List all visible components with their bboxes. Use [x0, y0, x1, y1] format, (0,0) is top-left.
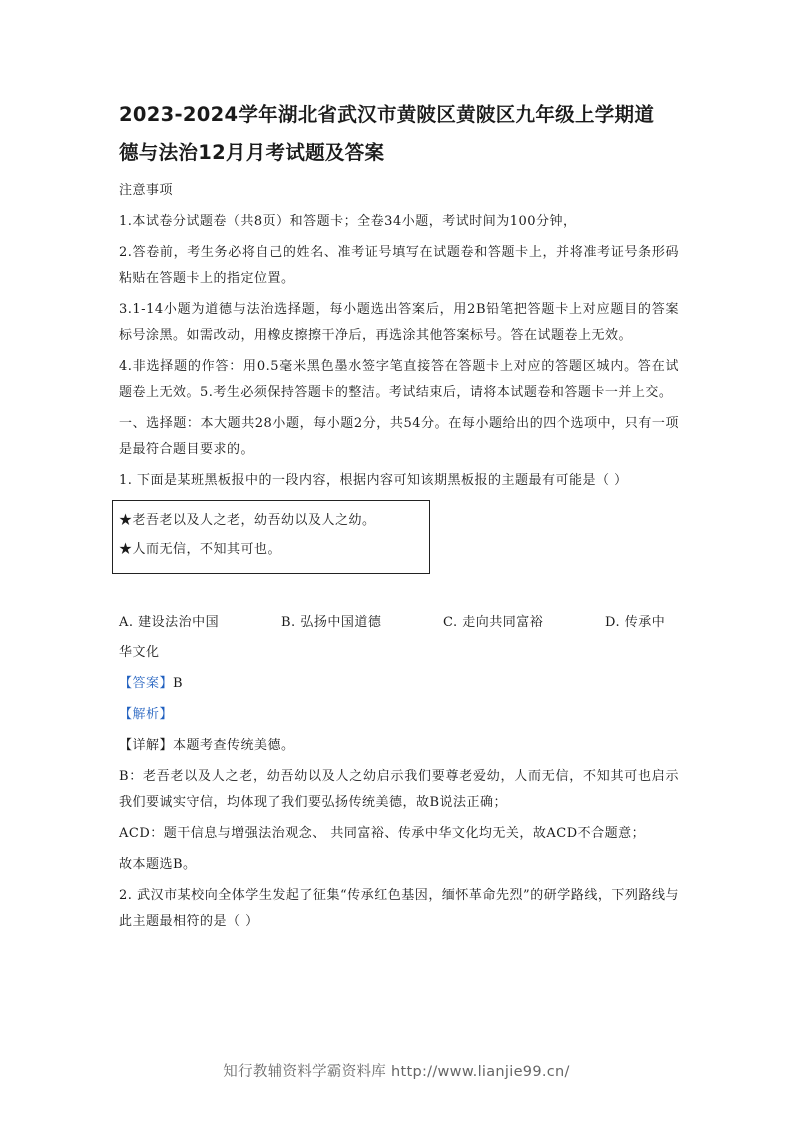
- analysis-label: 【解析】: [119, 707, 174, 722]
- option-b: B. 弘扬中国道德: [281, 615, 382, 630]
- conclusion: 故本题选B。: [119, 857, 197, 872]
- quote-line-2: ★人而无信，不知其可也。: [119, 542, 282, 557]
- quote-line-1: ★老吾老以及人之老，幼吾幼以及人之幼。: [119, 513, 376, 528]
- explanation-b: B：老吾老以及人之老，幼吾幼以及人之幼启示我们要尊老爱幼，人而无信，不知其可也启示我们要诚实守信，均体现了我们要弘扬传统美德，故B说法正确；: [119, 769, 679, 810]
- question-1-quote-box: [112, 500, 430, 574]
- document-title: [119, 96, 679, 172]
- option-a: A. 建设法治中国: [119, 615, 220, 630]
- note-4: 4.非选择题的作答：用0.5毫米黑色墨水签字笔直接答在答题卡上对应的答题区城内。答在试题卷上无效。5.考生必须保持答题卡的整洁。考试结束后，请将本试题卷和答题卡一并上交。: [119, 359, 679, 400]
- explanation-acd: ACD：题干信息与增强法治观念、 共同富裕、传承中华文化均无关，故ACD不合题意；: [119, 826, 646, 841]
- notes-heading: 注意事项: [119, 183, 174, 198]
- answer-line: [119, 671, 679, 697]
- note-3: 3.1-14小题为道德与法治选择题，每小题选出答案后，用2B铅笔把答题卡上对应题目的答案标号涂黑。如需改动，用橡皮擦擦干净后，再选涂其他答案标号。答在试题卷上无效。: [119, 302, 679, 343]
- question-2-stem: 2. 武汉市某校向全体学生发起了征集“传承红色基因，缅怀革命先烈”的研学路线，下列路线与此主题最相符的是（ ）: [119, 888, 679, 929]
- document-body: [119, 96, 679, 940]
- detail-line: 【详解】本题考查传统美德。: [119, 738, 295, 753]
- section-heading: 一、选择题：本大题共28小题，每小题2分，共54分。在每小题给出的四个选项中，只有一项是最符合题目要求的。: [119, 416, 679, 457]
- answer-value: B: [173, 676, 184, 691]
- note-2: 2.答卷前，考生务必将自己的姓名、准考证号填写在试题卷和答题卡上，并将准考证号条形码粘贴在答题卡上的指定位置。: [119, 245, 679, 286]
- footer-watermark: 知行教辅资料学霸资料库 http://www.lianjie99.cn/: [223, 1064, 570, 1080]
- question-1-options: [119, 610, 679, 636]
- option-d-continued: 华文化: [119, 645, 160, 660]
- answer-label: 【答案】: [119, 676, 174, 691]
- title-line-1: 2023-2024学年湖北省武汉市黄陂区黄陂区九年级上学期道: [119, 103, 655, 126]
- option-d: D. 传承中: [605, 615, 666, 630]
- option-c: C. 走向共同富裕: [443, 615, 544, 630]
- question-1-stem: 1. 下面是某班黑板报中的一段内容，根据内容可知该期黑板报的主题最有可能是（ ）: [119, 473, 628, 488]
- title-line-2: 德与法治12月月考试题及答案: [119, 141, 385, 164]
- note-1: 1.本试卷分试题卷（共8页）和答题卡；全卷34小题，考试时间为100分钟，: [119, 214, 577, 229]
